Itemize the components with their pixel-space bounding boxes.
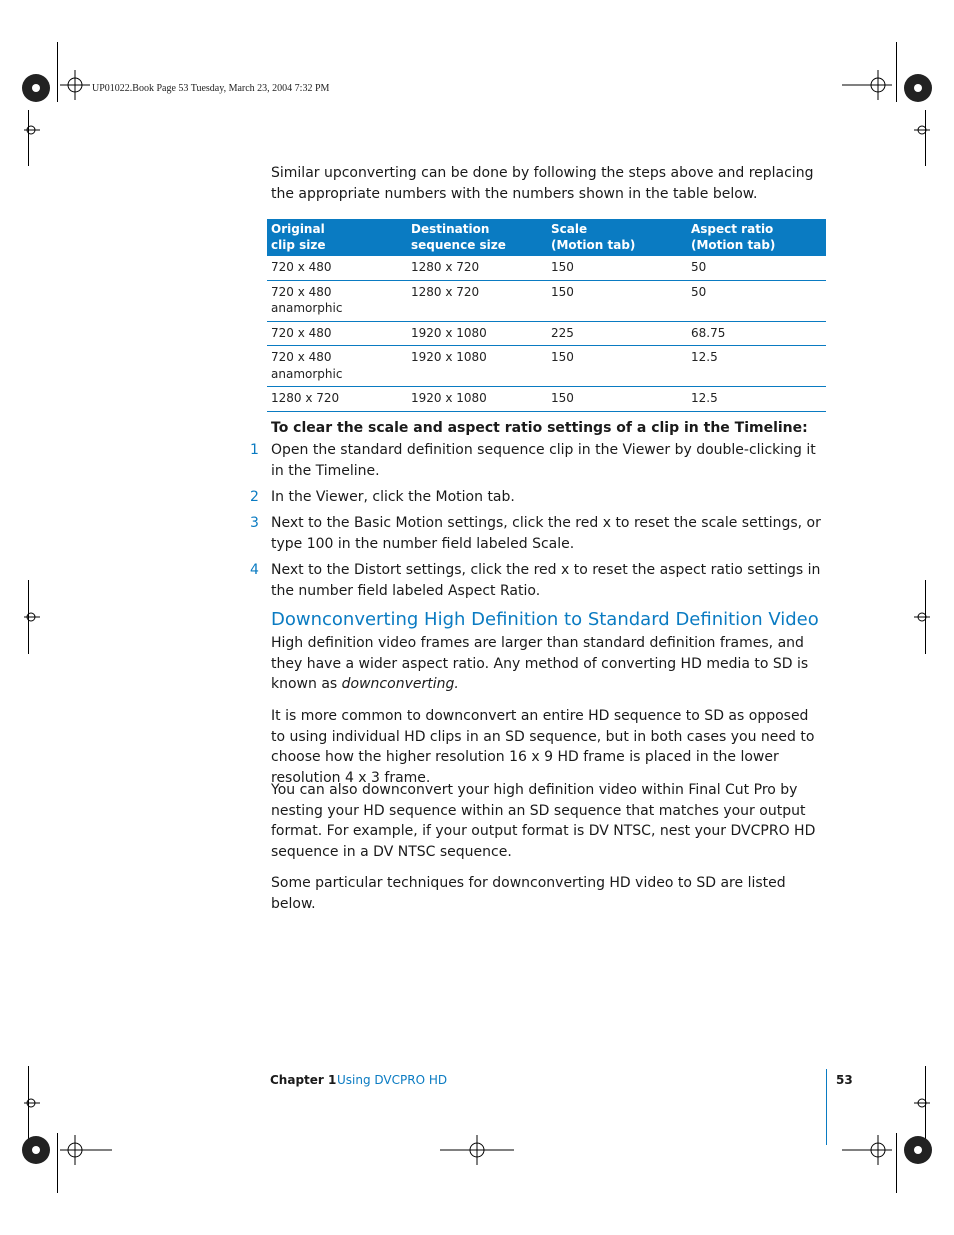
table-row (267, 346, 826, 387)
starburst-icon (904, 74, 932, 102)
table-row (267, 256, 826, 280)
table-cell: 720 x 480 anamorphic (267, 280, 407, 321)
footer-chapter-title: Using DVCPRO HD (337, 1073, 448, 1087)
table-header-row (267, 219, 826, 256)
table-cell: 1280 x 720 (407, 280, 547, 321)
step-text: In the Viewer, click the Motion tab. (271, 489, 515, 505)
procedure-title: To clear the scale and aspect ratio settings of a clip in the Timeline: (271, 420, 808, 436)
step-text: Open the standard definition sequence clip in the Viewer by double-clicking it in the Timeline. (271, 442, 816, 479)
table-cell: 1280 x 720 (267, 387, 407, 412)
table-cell: 150 (547, 346, 687, 387)
table-cell: 1280 x 720 (407, 256, 547, 280)
table-cell: 225 (547, 321, 687, 346)
crosshair-icon (914, 613, 930, 621)
crosshair-icon (914, 126, 930, 134)
intro-paragraph: Similar upconverting can be done by following the steps above and replacing the appropriate numbers with the numbers shown in the table below. (271, 165, 814, 202)
crosshair-icon (914, 1099, 930, 1107)
crosshair-icon (842, 70, 892, 100)
crosshair-icon (24, 126, 40, 134)
table-cell: 720 x 480 (267, 256, 407, 280)
paragraph-2: It is more common to downconvert an entire HD sequence to SD as opposed to using individual HD clips in an SD sequence, but in both cases you need to choose how the higher resolution 16 x 9 HD frame is placed in the lower resolution 4 x 3 frame. (271, 708, 815, 786)
table-cell: 1920 x 1080 (407, 321, 547, 346)
starburst-icon (904, 1136, 932, 1164)
table-cell: 150 (547, 256, 687, 280)
paragraph-4: Some particular techniques for downconverting HD video to SD are listed below. (271, 875, 786, 912)
header-destination-sequence-size: Destination sequence size (407, 219, 547, 256)
header-original-clip-size: Original clip size (267, 219, 407, 256)
header-scale: Scale (Motion tab) (547, 219, 687, 256)
table-cell: 50 (687, 280, 826, 321)
step-text: Next to the Distort settings, click the red x to reset the aspect ratio settings in the number field labeled Aspect Ratio. (271, 562, 821, 599)
footer-divider (826, 1069, 827, 1145)
table-cell: 50 (687, 256, 826, 280)
starburst-icon (22, 74, 50, 102)
footer-chapter-label: Chapter 1 (270, 1073, 337, 1087)
crosshair-icon (24, 1099, 40, 1107)
crosshair-icon (60, 70, 90, 100)
step-number: 3 (250, 515, 259, 531)
table-cell: 150 (547, 387, 687, 412)
table-cell: 12.5 (687, 346, 826, 387)
table-row (267, 321, 826, 346)
step-text: Next to the Basic Motion settings, click the red x to reset the scale settings, or type 100 in the number field labeled Scale. (271, 515, 821, 552)
table-cell: 720 x 480 (267, 321, 407, 346)
table-row (267, 387, 826, 412)
paragraph-3: You can also downconvert your high definition video within Final Cut Pro by nesting your HD sequence within an SD sequence that matches your output format. For example, if your output format is DV NTSC, nest your DVCPRO HD sequence in a DV NTSC sequence. (271, 782, 816, 860)
table-cell: 12.5 (687, 387, 826, 412)
section-heading: Downconverting High Definition to Standard Definition Video (271, 609, 819, 630)
table-cell: 68.75 (687, 321, 826, 346)
starburst-icon (22, 1136, 50, 1164)
crosshair-icon (440, 1135, 514, 1165)
paragraph-1: High definition video frames are larger than standard definition frames, and they have a wider aspect ratio. Any method of converting HD media to SD is known as downconverting. (271, 635, 809, 692)
crosshair-icon (842, 1135, 892, 1165)
table-cell: 150 (547, 280, 687, 321)
crosshair-icon (60, 1135, 112, 1165)
table-row (267, 280, 826, 321)
step-number: 1 (250, 442, 259, 458)
step-number: 2 (250, 489, 259, 505)
crosshair-icon (24, 613, 40, 621)
table-cell: 1920 x 1080 (407, 346, 547, 387)
step-number: 4 (250, 562, 259, 578)
page-number: 53 (836, 1073, 853, 1087)
print-header: UP01022.Book Page 53 Tuesday, March 23, 2004 7:32 PM (92, 83, 330, 94)
table-cell: 720 x 480 anamorphic (267, 346, 407, 387)
conversion-table (267, 219, 826, 412)
table-cell: 1920 x 1080 (407, 387, 547, 412)
header-aspect-ratio: Aspect ratio (Motion tab) (687, 219, 826, 256)
